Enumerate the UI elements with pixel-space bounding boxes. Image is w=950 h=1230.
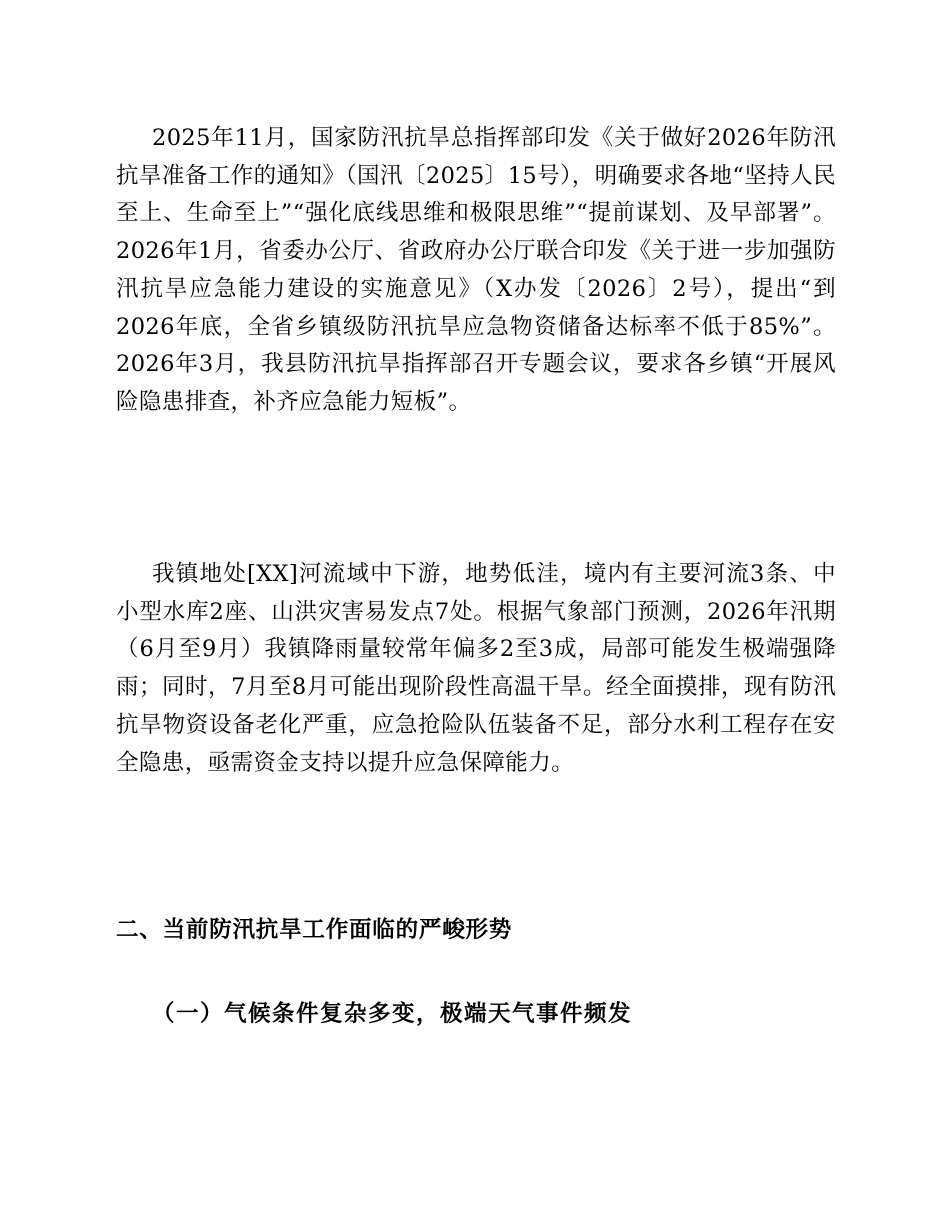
subsection-heading: （一）气候条件复杂多变，极端天气事件频发: [152, 1001, 633, 1027]
body-paragraph-policy-background: 2025年11月，国家防汛抗旱总指挥部印发《关于做好2026年防汛抗旱准备工作的通知》（国汛〔2025〕15号），明确要求各地“坚持人民至上、生命至上”“强化底线思维和极限思维”“提前谋划、及早部署”。2026年1月，省委办公厅、省政府办公厅联合印发《关于进一步加强防汛抗旱应急能力建设的实施意见》（X办发〔2026〕2号），提出“到2026年底，全省乡镇级防汛抗旱应急物资储备达标率不低于85%”。2026年3月，我县防汛抗旱指挥部召开专题会议，要求各乡镇“开展风险隐患排查，补齐应急能力短板”。: [116, 125, 836, 415]
body-paragraph-town-situation: 我镇地处[XX]河流域中下游，地势低洼，境内有主要河流3条、中小型水库2座、山洪灾害易发点7处。根据气象部门预测，2026年汛期（6月至9月）我镇降雨量较常年偏多2至3成，局部可能发生极端强降雨；同时，7月至8月可能出现阶段性高温干旱。经全面摸排，现有防汛抗旱物资设备老化严重，应急抢险队伍装备不足，部分水利工程存在安全隐患，亟需资金支持以提升应急保障能力。: [116, 561, 836, 776]
section-heading: 二、当前防汛抗旱工作面临的严峻形势: [116, 917, 513, 943]
